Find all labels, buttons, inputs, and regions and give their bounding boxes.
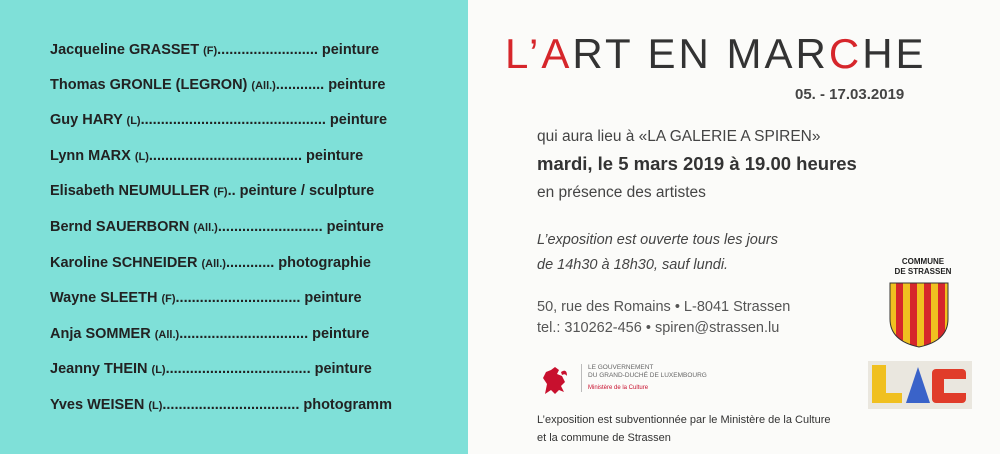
leader-dots: .............................................. (140, 112, 326, 128)
artist-name: Thomas GRONLE (LEGRON) (50, 77, 248, 93)
venue-line: qui aura lieu à «LA GALERIE A SPIREN» (537, 128, 821, 145)
artist-row (50, 183, 460, 205)
leader-dots: ...................................... (148, 148, 302, 164)
address-line: 50, rue des Romains • L-8041 Strassen (537, 299, 791, 315)
artist-name: Bernd SAUERBORN (50, 219, 190, 235)
artist-discipline: peinture (314, 361, 372, 377)
title-part: A (541, 30, 573, 77)
artist-discipline: photogramm (303, 397, 392, 413)
artist-nationality: (L) (126, 115, 141, 127)
artist-name: Wayne SLEETH (50, 290, 158, 306)
red-lion-icon (537, 364, 571, 398)
artist-nationality: (F) (161, 293, 176, 305)
title-part: HE (862, 30, 927, 77)
title-part: C (828, 30, 863, 77)
artist-name: Anja SOMMER (50, 326, 151, 342)
leader-dots: ............ (275, 77, 325, 93)
artist-discipline: peinture (304, 290, 362, 306)
artist-discipline: peinture (321, 42, 380, 58)
commune-line2: DE STRASSEN (894, 267, 952, 276)
artist-row (50, 255, 460, 277)
opening-datetime: mardi, le 5 mars 2019 à 19.00 heures (537, 153, 857, 174)
artist-nationality: (F) (213, 186, 228, 198)
artist-name: Karoline SCHNEIDER (50, 255, 198, 271)
artist-row (50, 219, 460, 241)
opening-hours-line1: L’exposition est ouverte tous les jours (537, 232, 778, 248)
artist-discipline: peinture (328, 77, 386, 93)
subsidy-line1: L’exposition est subventionnée par le Ministère de la Culture (537, 414, 831, 426)
presence-line: en présence des artistes (537, 184, 706, 201)
artist-nationality: (All.) (193, 222, 218, 234)
leader-dots: .. (227, 183, 236, 199)
leader-dots: ............ (225, 255, 275, 271)
ministry-name: Ministère de la Culture (588, 385, 649, 391)
leader-dots: .......................... (217, 219, 323, 235)
artist-discipline: peinture (329, 112, 388, 128)
leader-dots: ......................... (217, 42, 318, 58)
lac-logo-icon (868, 361, 972, 409)
leader-dots: .................................. (162, 397, 300, 413)
artist-nationality: (F) (203, 45, 218, 57)
artist-nationality: (All.) (251, 80, 276, 92)
commune-line1: COMMUNE (901, 257, 945, 266)
artist-discipline: peinture (326, 219, 384, 235)
artist-name: Elisabeth NEUMULLER (50, 183, 210, 199)
contact-line: tel.: 310262-456 • spiren@strassen.lu (537, 320, 780, 336)
artist-nationality: (All.) (154, 329, 180, 341)
subsidy-line2: et la commune de Strassen (537, 432, 671, 444)
government-logo-block (537, 360, 737, 402)
government-line1: LE GOUVERNEMENT (588, 364, 654, 371)
leader-dots: ................................ (179, 326, 309, 342)
artist-discipline: photographie (278, 255, 371, 271)
government-line2: DU GRAND-DUCHÉ DE LUXEMBOURG (588, 372, 707, 379)
leader-dots: .................................... (165, 361, 311, 377)
artist-name: Guy HARY (50, 112, 123, 128)
artist-name: Yves WEISEN (50, 397, 145, 413)
artist-nationality: (L) (148, 400, 163, 412)
artist-row (50, 148, 460, 170)
strassen-crest-icon (888, 281, 950, 349)
artist-name: Jacqueline GRASSET (50, 42, 200, 58)
title-part: RT EN MAR (572, 30, 829, 77)
government-text (581, 364, 738, 392)
exhibition-dates: 05. - 17.03.2019 (795, 86, 905, 103)
artist-nationality: (L) (151, 364, 166, 376)
opening-hours-line2: de 14h30 à 18h30, sauf lundi. (537, 257, 729, 273)
title-part: L’ (505, 30, 542, 77)
artist-row (50, 112, 460, 134)
exhibition-title (505, 30, 927, 78)
artist-nationality: (L) (134, 151, 149, 163)
artist-row (50, 42, 460, 64)
artist-row (50, 361, 460, 383)
artist-discipline: peinture (306, 148, 364, 164)
artist-discipline: peinture / sculpture (239, 183, 375, 199)
artist-row (50, 290, 460, 312)
artist-nationality: (All.) (201, 258, 226, 270)
artist-row (50, 397, 460, 419)
artist-name: Jeanny THEIN (50, 361, 148, 377)
artist-row (50, 326, 460, 348)
artist-discipline: peinture (312, 326, 370, 342)
artist-name: Lynn MARX (50, 148, 131, 164)
commune-label (883, 257, 963, 277)
artist-row (50, 77, 460, 99)
leader-dots: ............................... (175, 290, 301, 306)
